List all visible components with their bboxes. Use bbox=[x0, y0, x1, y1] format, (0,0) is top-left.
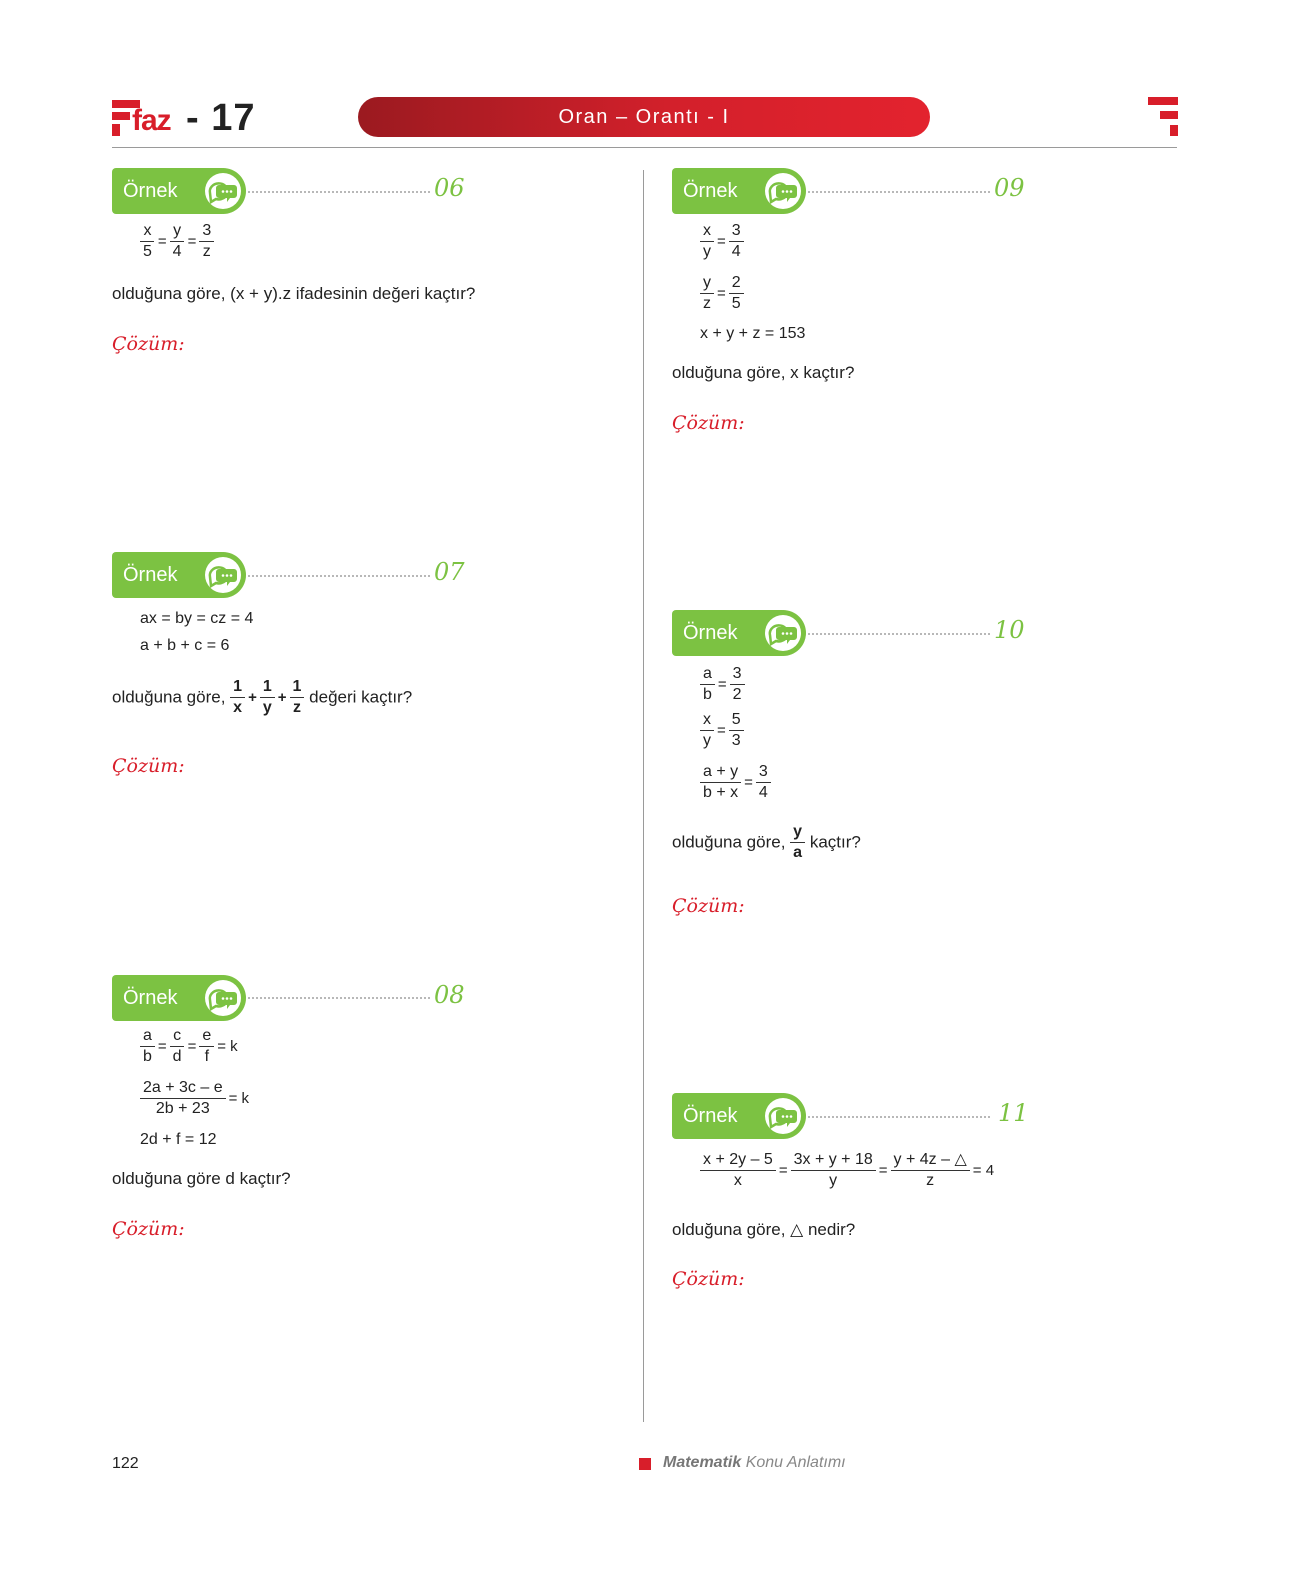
example-badge bbox=[112, 168, 246, 214]
speech-bubbles-icon bbox=[205, 557, 241, 593]
dotted-leader bbox=[808, 1116, 990, 1118]
badge-label: Örnek bbox=[123, 564, 178, 586]
speech-bubbles-icon bbox=[205, 173, 241, 209]
chapter-title: Oran – Orantı - I bbox=[558, 105, 730, 128]
speech-bubbles-icon bbox=[765, 173, 801, 209]
dotted-leader bbox=[808, 633, 990, 635]
dotted-leader bbox=[248, 575, 430, 577]
example-09-question: olduğuna göre, x kaçtır? bbox=[672, 363, 855, 382]
solution-label: Çözüm: bbox=[672, 895, 745, 917]
example-badge bbox=[672, 1093, 806, 1139]
example-badge bbox=[672, 610, 806, 656]
corner-logo-icon bbox=[1148, 97, 1178, 137]
dotted-leader bbox=[248, 191, 430, 193]
footer-book: Konu Anlatımı bbox=[745, 1454, 846, 1471]
example-06-given: $\frac{x}{5}$ = $\frac{y}{4}$ = $\frac{3}{z}$ bbox=[140, 221, 214, 262]
example-11-given: $\frac{x + 2y - 5}{x}$ = $\frac{3x + y + 18}{y}$ = $\frac{y + 4z - \triangle}{z}$ = 4 bbox=[700, 1150, 997, 1191]
example-08-line1: $\frac{a}{b}$ = $\frac{c}{d}$ = $\frac{e}{f}$ = k bbox=[140, 1026, 241, 1067]
example-number: 08 bbox=[434, 981, 465, 1009]
page-number: 122 bbox=[112, 1455, 139, 1472]
example-08-line3: 2d + f = 12 bbox=[140, 1131, 217, 1148]
example-09-line2: $\frac{y}{z}$ = $\frac{2}{5}$ bbox=[700, 273, 744, 314]
dotted-leader bbox=[808, 191, 990, 193]
example-number: 10 bbox=[994, 616, 1025, 644]
footer-subject: Matematik bbox=[663, 1454, 742, 1471]
example-10-question: olduğuna göre, $\frac{y}{a}$ kaçtır? bbox=[672, 823, 861, 861]
speech-bubbles-icon bbox=[765, 615, 801, 651]
example-11-question: olduğuna göre, △ nedir? bbox=[672, 1220, 856, 1239]
example-07-line2: a + b + c = 6 bbox=[140, 637, 230, 654]
example-10-line3: $\frac{a + y}{b + x}$ = $\frac{3}{4}$ bbox=[700, 762, 771, 803]
badge-label: Örnek bbox=[123, 987, 178, 1009]
example-number: 09 bbox=[994, 174, 1025, 202]
speech-bubbles-icon bbox=[765, 1098, 801, 1134]
example-number: 11 bbox=[998, 1099, 1029, 1127]
solution-label: Çözüm: bbox=[112, 1218, 185, 1240]
brand-logo bbox=[112, 96, 255, 140]
footer-book-title bbox=[663, 1454, 846, 1472]
footer-square-icon bbox=[639, 1458, 651, 1470]
solution-label: Çözüm: bbox=[672, 412, 745, 434]
example-10-line2: $\frac{x}{y}$ = $\frac{5}{3}$ bbox=[700, 710, 744, 751]
chapter-number: - 17 bbox=[186, 96, 256, 139]
solution-label: Çözüm: bbox=[112, 333, 185, 355]
solution-label: Çözüm: bbox=[672, 1268, 745, 1290]
speech-bubbles-icon bbox=[205, 980, 241, 1016]
badge-label: Örnek bbox=[683, 180, 738, 202]
example-08-line2: $\frac{2a + 3c - e}{2b + 23}$ = k bbox=[140, 1078, 252, 1119]
example-badge bbox=[672, 168, 806, 214]
example-badge bbox=[112, 975, 246, 1021]
example-07-question: olduğuna göre, $\frac{1}{x}$ + $\frac{1}{y}$ + $\frac{1}{z}$ değeri kaçtır? bbox=[112, 678, 413, 716]
logo-text: faz bbox=[132, 104, 171, 137]
faz-logo-mark bbox=[112, 98, 180, 138]
badge-label: Örnek bbox=[683, 1105, 738, 1127]
example-number: 07 bbox=[434, 558, 465, 586]
column-divider bbox=[643, 170, 644, 1422]
example-number: 06 bbox=[434, 174, 465, 202]
dotted-leader bbox=[248, 997, 430, 999]
badge-label: Örnek bbox=[683, 622, 738, 644]
header-divider bbox=[112, 147, 1177, 148]
example-06-question: olduğuna göre, (x + y).z ifadesinin değeri kaçtır? bbox=[112, 284, 476, 303]
chapter-title-banner bbox=[358, 97, 930, 137]
example-badge bbox=[112, 552, 246, 598]
badge-label: Örnek bbox=[123, 180, 178, 202]
solution-label: Çözüm: bbox=[112, 755, 185, 777]
example-09-line1: $\frac{x}{y}$ = $\frac{3}{4}$ bbox=[700, 221, 744, 262]
example-10-line1: $\frac{a}{b}$ = $\frac{3}{2}$ bbox=[700, 664, 745, 705]
example-09-line3: x + y + z = 153 bbox=[700, 325, 806, 342]
example-08-question: olduğuna göre d kaçtır? bbox=[112, 1169, 291, 1188]
example-07-line1: ax = by = cz = 4 bbox=[140, 610, 254, 627]
